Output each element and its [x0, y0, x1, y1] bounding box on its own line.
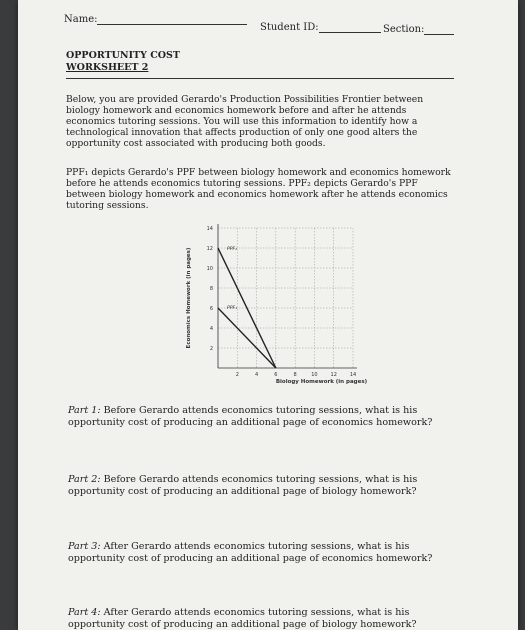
- question-part-2: [68, 474, 468, 498]
- y-tick-label-14: 14: [206, 226, 213, 232]
- question-part-1: [68, 405, 468, 429]
- x-axis-label: Biology Homework (in pages): [275, 379, 368, 385]
- x-tick-label-4: 4: [254, 372, 259, 378]
- x-tick-label-2: 2: [235, 372, 239, 378]
- part-3-label: Part 3:: [68, 541, 101, 552]
- x-tick-label-8: 8: [293, 372, 297, 378]
- question-part-4: [68, 607, 468, 630]
- y-tick-label-12: 12: [206, 246, 213, 252]
- ppf-chart: [18, 210, 518, 420]
- ppf-line-2: [218, 308, 276, 368]
- worksheet-title: [66, 50, 180, 74]
- name-field: [64, 14, 247, 25]
- title-line-2: WORKSHEET 2: [66, 62, 149, 73]
- student-id-blank: [319, 22, 381, 33]
- x-tick-label-10: 10: [311, 372, 318, 378]
- y-tick-label-6: 6: [209, 306, 213, 312]
- y-tick-label-8: 8: [209, 286, 213, 292]
- part-3-text: After Gerardo attends economics tutoring sessions, what is his opportunity cost of producing an additional page of economics homework?: [68, 541, 433, 564]
- ppf-label-1: PPF₂: [227, 247, 238, 252]
- chart-series: [218, 246, 276, 368]
- part-1-label: Part 1:: [68, 405, 101, 416]
- worksheet-page: [18, 0, 518, 630]
- name-blank: [97, 14, 247, 25]
- part-4-label: Part 4:: [68, 607, 101, 618]
- intro-paragraph: Below, you are provided Gerardo's Production Possibilities Frontier between biology homework and economics homework before and after he attends economics tutoring sessions. You will use this information to identify how a technological innovation that affects production of only one good alters the opportunity cost associated with producing both goods.: [66, 94, 424, 149]
- x-tick-label-14: 14: [349, 372, 357, 378]
- y-tick-label-10: 10: [206, 266, 213, 272]
- part-1-text: Before Gerardo attends economics tutoring sessions, what is his opportunity cost of producing an additional page of economics homework?: [68, 405, 433, 428]
- ppf-description: PPF₁ depicts Gerardo's PPF between biology homework and economics homework before he attends economics tutoring sessions. PPF₂ depicts Gerardo's PPF between biology homework and economics homework after he attends economics tutoring sessions.: [66, 167, 451, 211]
- student-id-field: [260, 22, 381, 33]
- y-tick-label-2: 2: [209, 346, 213, 352]
- part-2-text: Before Gerardo attends economics tutoring sessions, what is his opportunity cost of producing an additional page of biology homework?: [68, 474, 418, 497]
- y-tick-label-4: 4: [209, 326, 213, 332]
- chart-axes: [218, 224, 357, 368]
- y-axis-label: Economics Homework (in pages): [186, 247, 192, 349]
- section-blank: [424, 24, 454, 35]
- title-line-1: OPPORTUNITY COST: [66, 50, 180, 61]
- x-tick-label-12: 12: [330, 372, 337, 378]
- name-label: Name:: [64, 14, 98, 25]
- student-id-label: Student ID:: [260, 22, 319, 33]
- part-2-label: Part 2:: [68, 474, 101, 485]
- title-divider: [66, 78, 454, 79]
- section-field: [383, 24, 454, 35]
- part-4-text: After Gerardo attends economics tutoring sessions, what is his opportunity cost of producing an additional page of biology homework?: [68, 607, 417, 630]
- x-tick-label-6: 6: [274, 372, 278, 378]
- chart-grid: [218, 228, 353, 368]
- ppf-label-2: PPF₁: [227, 306, 238, 311]
- question-part-3: [68, 541, 468, 565]
- section-label: Section:: [383, 24, 425, 35]
